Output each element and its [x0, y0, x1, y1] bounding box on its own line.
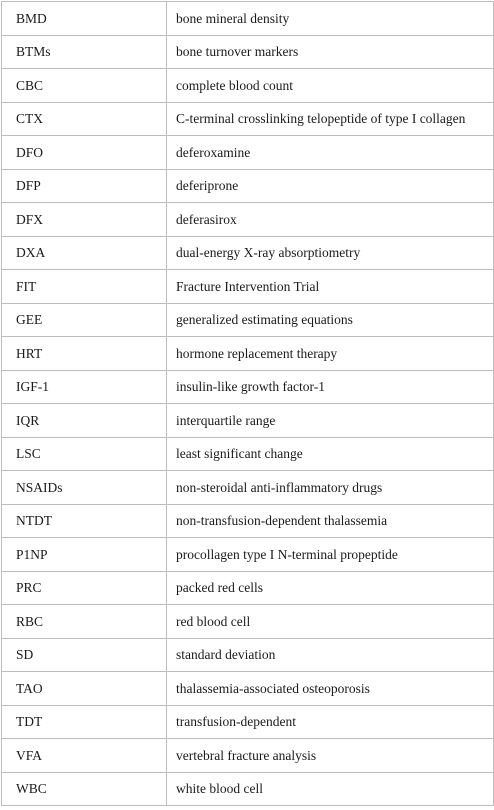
table-row [2, 2, 494, 36]
abbreviation-cell: DXA [2, 236, 167, 270]
definition-cell: bone turnover markers [167, 35, 494, 69]
abbreviations-table-body [2, 2, 494, 806]
table-row [2, 772, 494, 806]
abbreviation-cell: IGF-1 [2, 370, 167, 404]
definition-cell: non-transfusion-dependent thalassemia [167, 504, 494, 538]
definition-cell: insulin-like growth factor-1 [167, 370, 494, 404]
definition-cell: dual-energy X-ray absorptiometry [167, 236, 494, 270]
definition-cell: red blood cell [167, 605, 494, 639]
table-row [2, 605, 494, 639]
table-row [2, 136, 494, 170]
definition-cell: thalassemia-associated osteoporosis [167, 672, 494, 706]
table-row [2, 236, 494, 270]
table-row [2, 404, 494, 438]
abbreviation-cell: BTMs [2, 35, 167, 69]
table-row [2, 538, 494, 572]
abbreviations-table [1, 1, 494, 806]
table-row [2, 370, 494, 404]
table-row [2, 638, 494, 672]
table-row [2, 571, 494, 605]
abbreviation-cell: IQR [2, 404, 167, 438]
definition-cell: procollagen type I N-terminal propeptide [167, 538, 494, 572]
table-row [2, 203, 494, 237]
table-row [2, 69, 494, 103]
abbreviation-cell: TDT [2, 705, 167, 739]
definition-cell: C-terminal crosslinking telopeptide of type I collagen [167, 102, 494, 136]
definition-cell: deferoxamine [167, 136, 494, 170]
definition-cell: vertebral fracture analysis [167, 739, 494, 773]
definition-cell: non-steroidal anti-inflammatory drugs [167, 471, 494, 505]
abbreviation-cell: VFA [2, 739, 167, 773]
definition-cell: complete blood count [167, 69, 494, 103]
abbreviation-cell: DFX [2, 203, 167, 237]
abbreviation-cell: BMD [2, 2, 167, 36]
abbreviation-cell: RBC [2, 605, 167, 639]
table-row [2, 303, 494, 337]
table-row [2, 102, 494, 136]
table-row [2, 739, 494, 773]
table-row [2, 504, 494, 538]
definition-cell: generalized estimating equations [167, 303, 494, 337]
abbreviation-cell: DFO [2, 136, 167, 170]
definition-cell: deferiprone [167, 169, 494, 203]
definition-cell: least significant change [167, 437, 494, 471]
abbreviation-cell: GEE [2, 303, 167, 337]
definition-cell: hormone replacement therapy [167, 337, 494, 371]
abbreviation-cell: DFP [2, 169, 167, 203]
definition-cell: standard deviation [167, 638, 494, 672]
definition-cell: bone mineral density [167, 2, 494, 36]
abbreviation-cell: SD [2, 638, 167, 672]
table-row [2, 705, 494, 739]
table-row [2, 437, 494, 471]
definition-cell: Fracture Intervention Trial [167, 270, 494, 304]
definition-cell: deferasirox [167, 203, 494, 237]
abbreviation-cell: NSAIDs [2, 471, 167, 505]
abbreviation-cell: NTDT [2, 504, 167, 538]
abbreviation-cell: LSC [2, 437, 167, 471]
definition-cell: interquartile range [167, 404, 494, 438]
definition-cell: white blood cell [167, 772, 494, 806]
definition-cell: packed red cells [167, 571, 494, 605]
abbreviation-cell: CTX [2, 102, 167, 136]
table-row [2, 337, 494, 371]
abbreviation-cell: TAO [2, 672, 167, 706]
abbreviation-cell: HRT [2, 337, 167, 371]
table-row [2, 672, 494, 706]
abbreviation-cell: P1NP [2, 538, 167, 572]
table-row [2, 35, 494, 69]
abbreviation-cell: CBC [2, 69, 167, 103]
table-row [2, 169, 494, 203]
definition-cell: transfusion-dependent [167, 705, 494, 739]
abbreviation-cell: FIT [2, 270, 167, 304]
abbreviation-cell: PRC [2, 571, 167, 605]
abbreviation-cell: WBC [2, 772, 167, 806]
table-row [2, 270, 494, 304]
table-row [2, 471, 494, 505]
